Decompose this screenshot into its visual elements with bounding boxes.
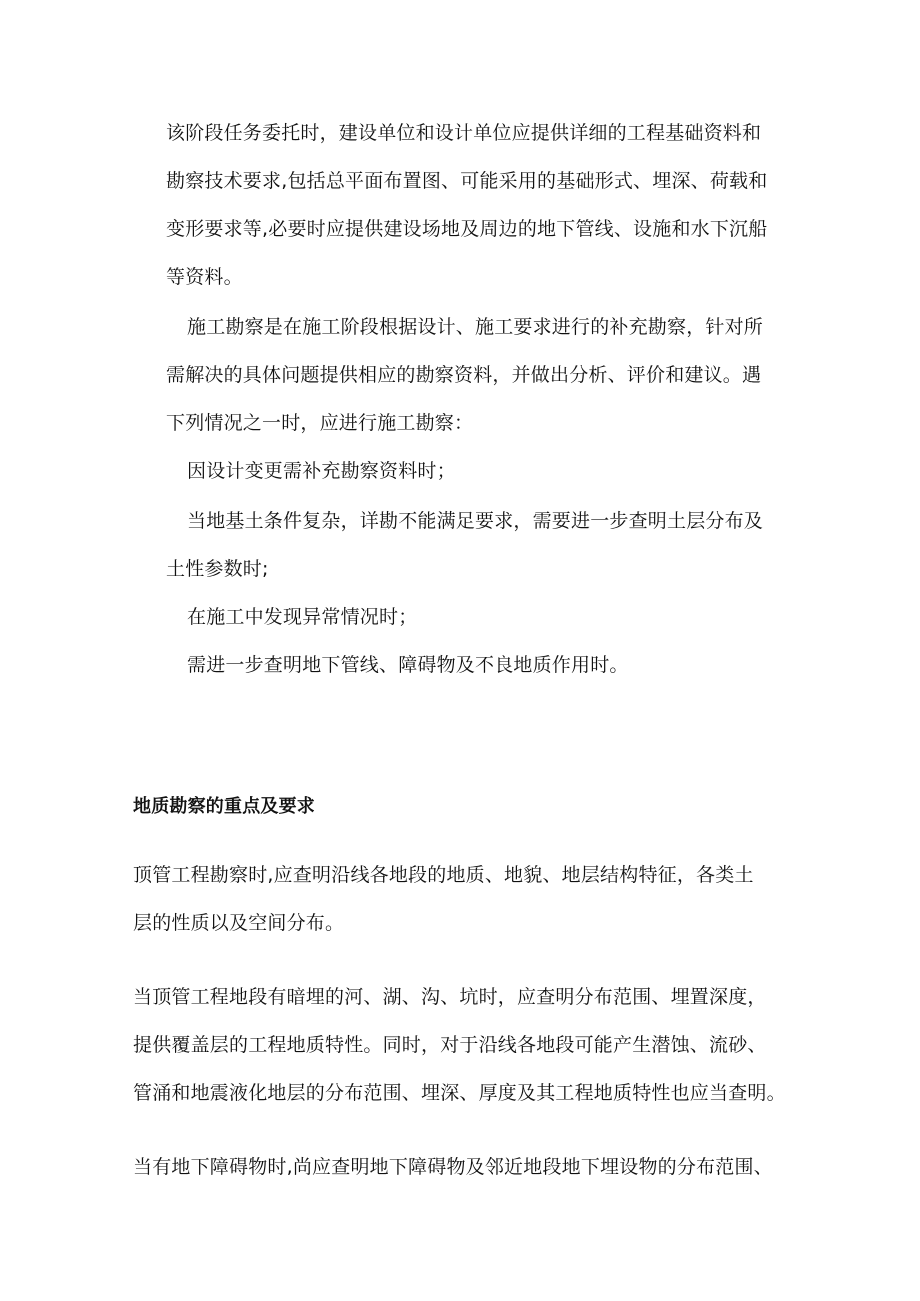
list-item: 需进一步查明地下管线、障碍物及不良地质作用时。 (187, 654, 629, 676)
paragraph-line: 层的性质以及空间分布。 (133, 912, 345, 934)
list-item: 在施工中发现异常情况时； (187, 606, 418, 628)
section-heading: 地质勘察的重点及要求 (133, 796, 315, 817)
paragraph-line: 当有地下障碍物时,尚应查明地下障碍物及邻近地段地下埋设物的分布范围、 (133, 1156, 773, 1178)
list-item: 因设计变更需补充勘察资料时； (187, 460, 456, 482)
paragraph-line: 变形要求等,必要时应提供建设场地及周边的地下管线、设施和水下沉船 (166, 218, 768, 240)
paragraph-line: 该阶段任务委托时，建设单位和设计单位应提供详细的工程基础资料和 (166, 122, 762, 144)
paragraph-line: 需解决的具体问题提供相应的勘察资料，并做出分析、评价和建议。遇 (166, 364, 762, 386)
list-item-continuation: 土性参数时; (166, 558, 269, 580)
paragraph-line: 等资料。 (166, 266, 243, 288)
paragraph-line: 下列情况之一时，应进行施工勘察： (166, 412, 474, 434)
paragraph-line: 顶管工程勘察时,应查明沿线各地段的地质、地貌、地层结构特征，各类土 (133, 864, 754, 886)
paragraph-line: 提供覆盖层的工程地质特性。同时，对于沿线各地段可能产生潜蚀、流砂、 (133, 1034, 767, 1056)
paragraph-line: 施工勘察是在施工阶段根据设计、施工要求进行的补充勘察，针对所 (187, 316, 764, 338)
list-item: 当地基土条件复杂，详勘不能满足要求，需要进一步查明土层分布及 (187, 510, 764, 532)
paragraph-line: 勘察技术要求,包括总平面布置图、可能采用的基础形式、埋深、荷载和 (166, 170, 768, 192)
paragraph-line: 管涌和地震液化地层的分布范围、埋深、厚度及其工程地质特性也应当查明。 (133, 1082, 786, 1104)
paragraph-line: 当顶管工程地段有暗埋的河、湖、沟、坑时，应查明分布范围、埋置深度， (133, 986, 767, 1008)
